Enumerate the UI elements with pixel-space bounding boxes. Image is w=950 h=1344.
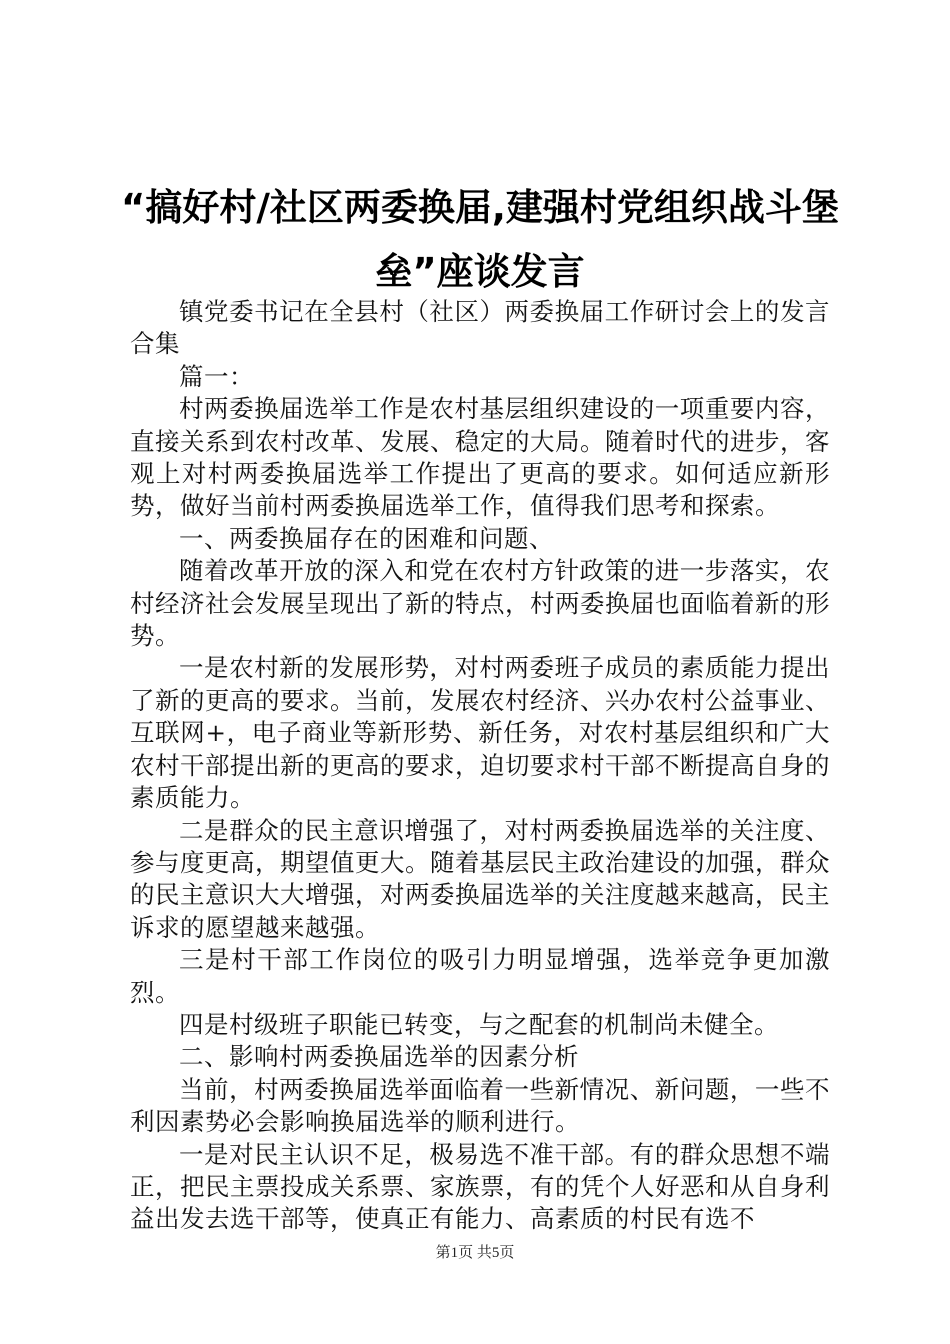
page-indicator: 第1页 共5页	[435, 1245, 515, 1261]
body-paragraph: 四是村级班子职能已转变，与之配套的机制尚未健全。	[179, 1009, 779, 1039]
body-paragraph: 当前，村两委换届选举面临着一些新情况、新问题，一些不利因素势必会影响换届选举的顺利进行。	[130, 1074, 830, 1137]
document-body	[130, 296, 830, 1236]
subtitle-paragraph: 镇党委书记在全县村（社区）两委换届工作研讨会上的发言合集	[130, 297, 830, 359]
body-paragraph: 一是农村新的发展形势，对村两委班子成员的素质能力提出了新的更高的要求。当前，发展农村经济、兴办农村公益事业、互联网+，电子商业等新形势、新任务，对农村基层组织和广大农村干部提出新的更高的要求，迫切要求村干部不断提高自身的素质能力。	[130, 653, 830, 813]
section-label: 篇一：	[179, 361, 254, 391]
body-paragraph: 村两委换届选举工作是农村基层组织建设的一项重要内容，直接关系到农村改革、发展、稳定的大局。随着时代的进步，客观上对村两委换届选举工作提出了更高的要求。如何适应新形势，做好当前村两委换届选举工作，值得我们思考和探索。	[130, 394, 830, 521]
body-paragraph: 随着改革开放的深入和党在农村方针政策的进一步落实，农村经济社会发展呈现出了新的特点，村两委换届也面临着新的形势。	[130, 556, 830, 651]
page-footer	[0, 1241, 950, 1262]
body-paragraph: 三是村干部工作岗位的吸引力明显增强，选举竞争更加激烈。	[130, 945, 830, 1007]
body-paragraph: 二是群众的民主意识增强了，对村两委换届选举的关注度、参与度更高，期望值更大。随着基层民主政治建设的加强，群众的民主意识大大增强，对两委换届选举的关注度越来越高，民主诉求的愿望越来越强。	[130, 815, 830, 942]
section-heading: 一、两委换届存在的困难和问题、	[179, 523, 554, 553]
section-heading: 二、影响村两委换届选举的因素分析	[179, 1042, 579, 1072]
document-title: “搞好村/社区两委换届,建强村党组织战斗堡垒”座谈发言	[121, 186, 839, 293]
body-paragraph: 一是对民主认识不足，极易选不准干部。有的群众思想不端正，把民主票投成关系票、家族票，有的凭个人好恶和从自身利益出发去选干部等，使真正有能力、高素质的村民有选不	[130, 1139, 830, 1234]
